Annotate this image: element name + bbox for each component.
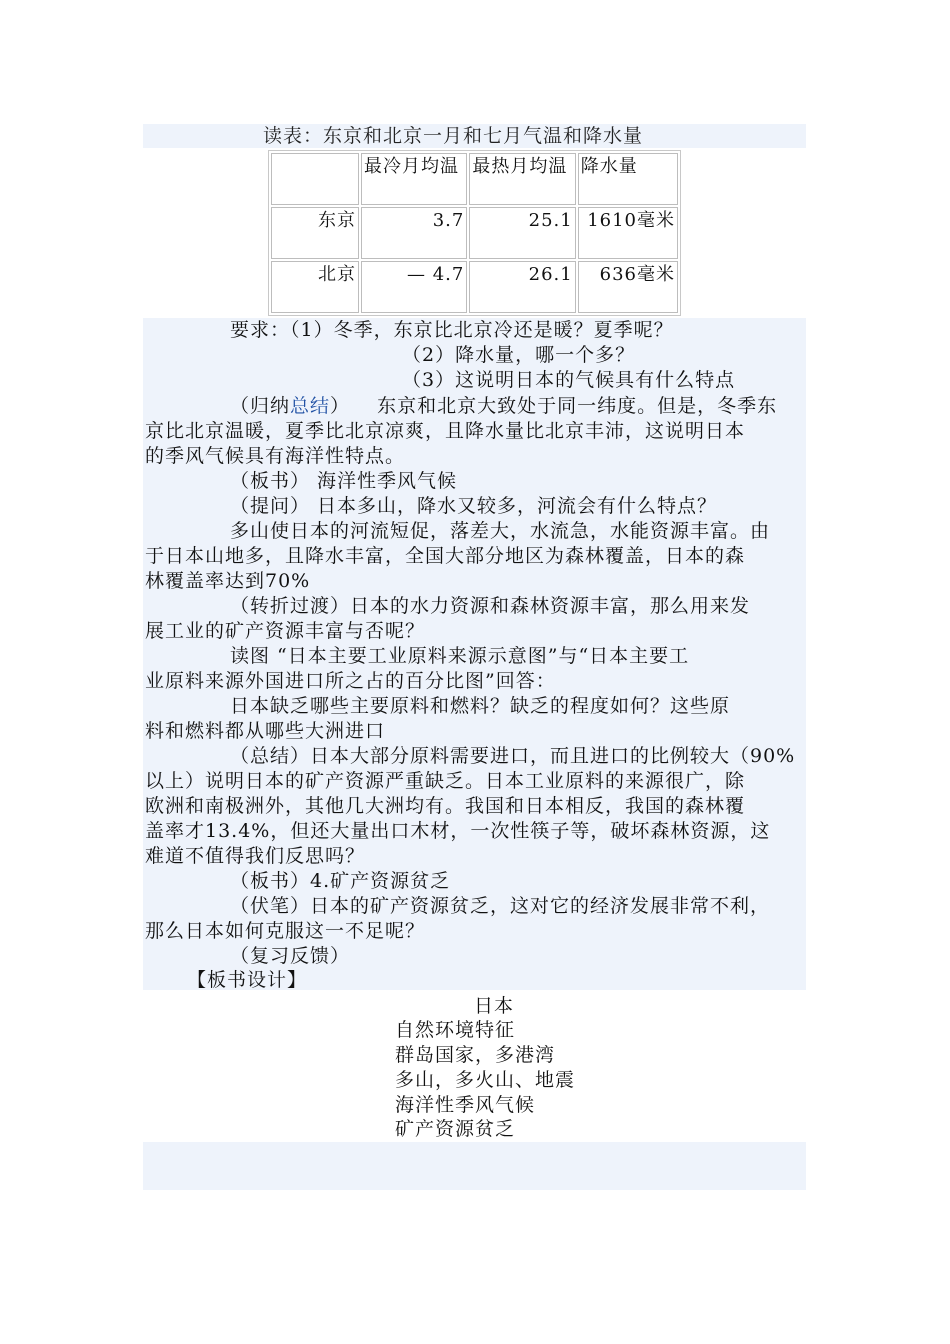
lack-line-1: 日本缺乏哪些主要原料和燃料？缺乏的程度如何？这些原: [230, 695, 731, 717]
summary-link[interactable]: 总结: [290, 395, 331, 417]
summary2-line-5: 难道不值得我们反思吗？: [145, 845, 366, 867]
transition-line-1: （转折过渡）日本的水力资源和森林资源丰富，那么用来发: [230, 595, 751, 617]
summary-label-pre: （归纳: [230, 395, 291, 417]
summary2-line-4: 盖率才13.4%，但还大量出口木材，一次性筷子等，破坏森林资源，这: [145, 820, 771, 842]
question-3: （3）这说明日本的气候具有什么特点: [402, 369, 736, 391]
board-design-title: 日本: [474, 995, 515, 1017]
summary-label-post: ）: [330, 395, 351, 417]
table-header-cell: [271, 153, 359, 205]
table-cell: 3.7: [361, 207, 467, 259]
board-design-item: 海洋性季风气候: [395, 1094, 536, 1116]
rivers-line-2: 于日本山地多，且降水丰富，全国大部分地区为森林覆盖，日本的森: [145, 545, 746, 567]
table-header-cell: 降水量: [578, 153, 678, 205]
table-cell: 25.1: [469, 207, 575, 259]
summary-line-3: 的季风气候具有海洋性特点。: [145, 445, 406, 467]
board-design-heading: 【板书设计】: [187, 969, 308, 991]
table-header-row: [271, 153, 678, 205]
table-cell: 26.1: [469, 261, 575, 313]
transition-line-2: 展工业的矿产资源丰富与否呢？: [145, 620, 426, 642]
summary-line-1: [230, 394, 777, 419]
question-ask: （提问） 日本多山，降水又较多，河流会有什么特点？: [230, 495, 718, 517]
table-cell: 636毫米: [578, 261, 678, 313]
question-2: （2）降水量，哪一个多？: [402, 344, 636, 366]
climate-table: [268, 150, 681, 316]
read-line-2: 业原料来源外国进口所之占的百分比图”回答：: [145, 670, 556, 692]
read-line-1: 读图 “日本主要工业原料来源示意图”与“日本主要工: [230, 645, 690, 667]
table-cell: 北京: [271, 261, 359, 313]
board-note-1: （板书） 海洋性季风气候: [230, 470, 458, 492]
foreshadow-line-1: （伏笔）日本的矿产资源贫乏，这对它的经济发展非常不利，: [230, 895, 771, 917]
board-design-item: 群岛国家，多港湾: [395, 1044, 556, 1066]
summary-line-2: 京比北京温暖，夏季比北京凉爽，且降水量比北京丰沛，这说明日本: [145, 420, 746, 442]
board-design-item: 多山，多火山、地震: [395, 1069, 576, 1091]
table-header-cell: 最冷月均温: [361, 153, 467, 205]
summary2-line-2: 以上）说明日本的矿产资源严重缺乏。日本工业原料的来源很广，除: [145, 770, 746, 792]
foreshadow-line-2: 那么日本如何克服这一不足呢？: [145, 920, 426, 942]
table-cell: 东京: [271, 207, 359, 259]
rivers-line-1: 多山使日本的河流短促，落差大，水流急，水能资源丰富。由: [230, 520, 771, 542]
table-row: [271, 207, 678, 259]
table-cell: — 4.7: [361, 261, 467, 313]
summary2-line-1: （总结）日本大部分原料需要进口，而且进口的比例较大（90%: [230, 745, 796, 767]
rivers-line-3: 林覆盖率达到70%: [145, 570, 311, 592]
table-cell: 1610毫米: [578, 207, 678, 259]
footer-band: [143, 1142, 806, 1190]
table-row: [271, 261, 678, 313]
question-1: 要求：（1）冬季，东京比北京冷还是暖？夏季呢？: [230, 319, 674, 341]
table-header-cell: 最热月均温: [469, 153, 575, 205]
lack-line-2: 料和燃料都从哪些大洲进口: [145, 720, 386, 742]
summary2-line-3: 欧洲和南极洲外，其他几大洲均有。我国和日本相反，我国的森林覆: [145, 795, 746, 817]
board-note-2: （板书）4.矿产资源贫乏: [230, 870, 451, 892]
board-design-item: 自然环境特征: [395, 1019, 516, 1041]
review-note: （复习反馈）: [230, 945, 351, 967]
summary-text: 东京和北京大致处于同一纬度。但是，冬季东: [377, 395, 778, 417]
table-caption: 读表：东京和北京一月和七月气温和降水量: [263, 125, 644, 147]
board-design-item: 矿产资源贫乏: [395, 1118, 516, 1140]
